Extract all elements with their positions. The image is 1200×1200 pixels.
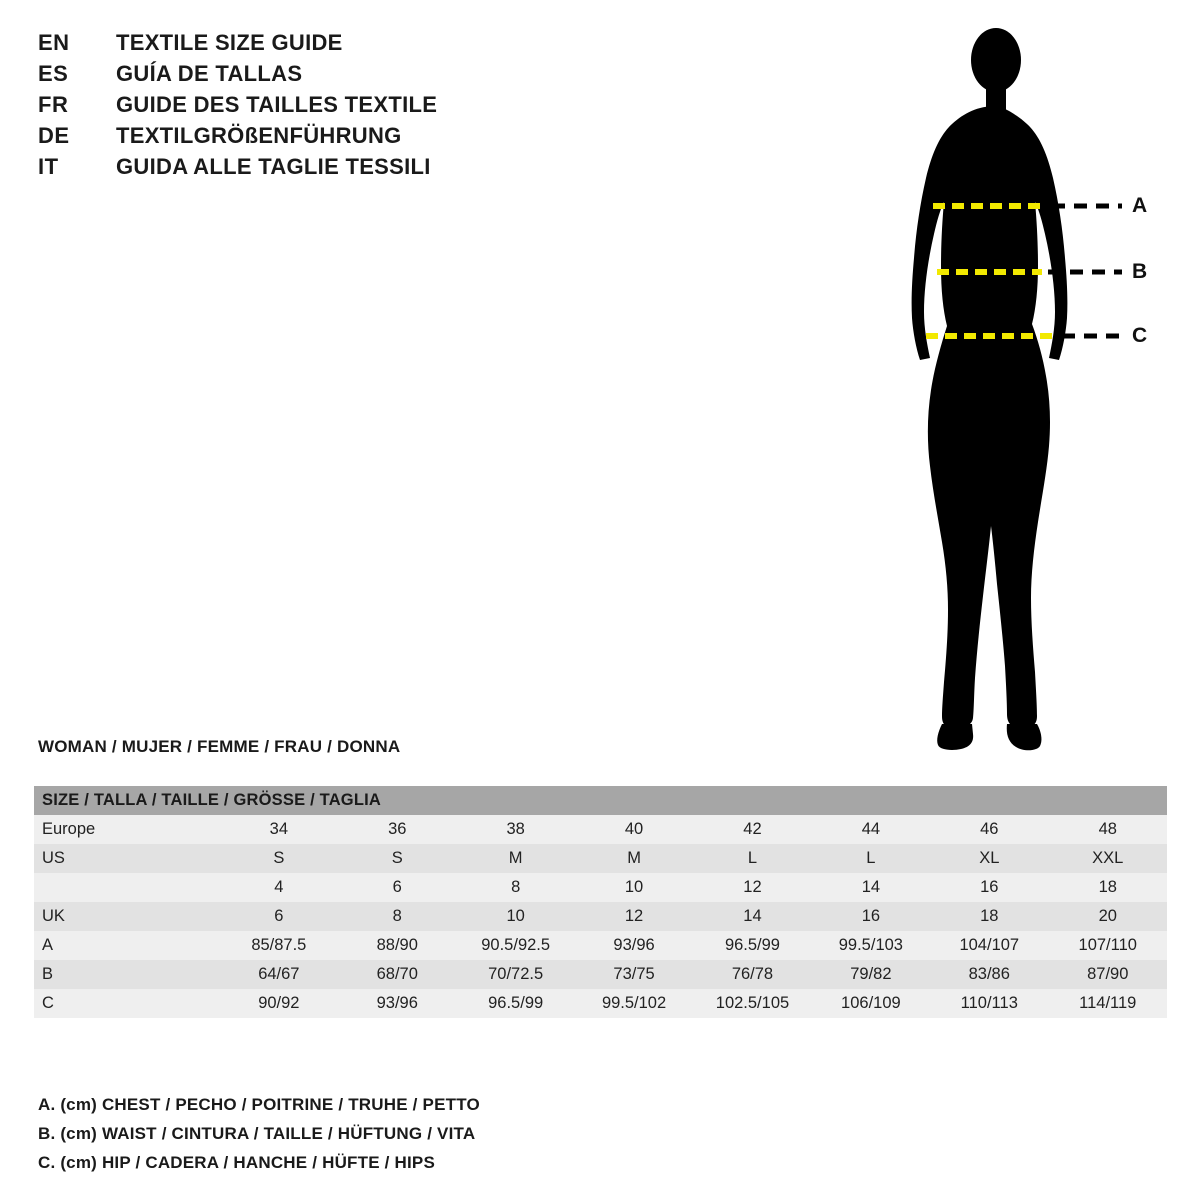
size-table-header-cell: SIZE / TALLA / TAILLE / GRÖSSE / TAGLIA (34, 786, 1167, 815)
table-cell: L (747, 849, 758, 867)
table-cell: 93/96 (613, 936, 655, 954)
legend-item-b: B. (cm) WAIST / CINTURA / TAILLE / HÜFTUNG / VITA (38, 1124, 476, 1143)
row-label: C (42, 994, 54, 1012)
size-table-head (34, 786, 1167, 815)
language-code: ES (38, 61, 69, 86)
table-cell: 99.5/102 (601, 994, 667, 1012)
table-cell: 6 (392, 878, 402, 896)
table-cell: 96.5/99 (724, 936, 780, 954)
table-row (34, 815, 1167, 844)
table-cell: 79/82 (850, 965, 892, 983)
table-header-row (34, 786, 1167, 815)
table-cell: 44 (861, 820, 881, 838)
table-row (34, 931, 1167, 960)
language-code: FR (38, 92, 69, 117)
table-cell: 8 (392, 907, 402, 925)
size-table (34, 786, 1167, 1018)
table-cell: 104/107 (959, 936, 1020, 954)
table-cell: 90.5/92.5 (481, 936, 551, 954)
language-code: EN (38, 30, 70, 55)
table-cell: 18 (1098, 878, 1117, 896)
table-cell: 90/92 (258, 994, 300, 1012)
table-row (34, 844, 1167, 873)
table-cell: 18 (980, 907, 999, 925)
row-label (34, 873, 220, 902)
table-cell: 40 (624, 820, 644, 838)
table-cell: 10 (506, 907, 525, 925)
table-cell: XL (979, 849, 1000, 867)
table-cell: 16 (861, 907, 881, 925)
measure-label-b: B (1132, 260, 1148, 283)
table-row (34, 960, 1167, 989)
title-row (38, 92, 598, 123)
measure-label-a: A (1132, 194, 1148, 217)
female-body-figure (860, 18, 1190, 758)
table-cell: 110/113 (960, 994, 1018, 1012)
table-cell: 114/119 (1079, 994, 1137, 1012)
table-cell: 99.5/103 (838, 936, 903, 954)
language-title: GUIDE DES TAILLES TEXTILE (116, 92, 438, 117)
row-label: US (42, 849, 65, 867)
row-label: A (42, 936, 54, 954)
table-cell: XXL (1092, 849, 1124, 867)
table-cell: 34 (269, 820, 289, 838)
table-cell: 14 (743, 907, 762, 925)
table-cell: 88/90 (376, 936, 418, 954)
table-cell: 46 (980, 820, 999, 838)
table-cell: 48 (1098, 820, 1117, 838)
table-cell: 16 (980, 878, 999, 896)
table-cell: 107/110 (1078, 936, 1137, 954)
row-label: Europe (42, 820, 96, 838)
table-cell: S (391, 849, 403, 867)
table-cell: L (866, 849, 876, 867)
language-title: TEXTILGRÖßENFÜHRUNG (116, 123, 402, 148)
language-title: GUÍA DE TALLAS (116, 61, 303, 86)
legend-item-c: C. (cm) HIP / CADERA / HANCHE / HÜFTE / HIPS (38, 1153, 436, 1172)
language-title-block (38, 30, 598, 185)
language-code: IT (38, 154, 59, 179)
row-label: B (42, 965, 54, 983)
table-cell: 36 (388, 820, 407, 838)
table-cell: 20 (1098, 907, 1117, 925)
table-row (34, 873, 1167, 902)
table-cell: 96.5/99 (488, 994, 544, 1012)
table-cell: 10 (624, 878, 644, 896)
table-cell: M (508, 849, 523, 867)
title-row (38, 30, 598, 61)
table-cell: 73/75 (613, 965, 655, 983)
measurement-legend (38, 1090, 738, 1177)
table-cell: 4 (274, 878, 284, 896)
size-table-body (34, 815, 1167, 1018)
table-cell: 68/70 (376, 965, 418, 983)
legend-item-a: A. (cm) CHEST / PECHO / POITRINE / TRUHE / PETTO (38, 1095, 480, 1114)
gender-section-label: WOMAN / MUJER / FEMME / FRAU / DONNA (38, 737, 401, 756)
table-cell: 83/86 (968, 965, 1010, 983)
table-cell: 70/72.5 (488, 965, 544, 983)
language-title: GUIDA ALLE TAGLIE TESSILI (116, 154, 431, 179)
language-title: TEXTILE SIZE GUIDE (116, 30, 343, 55)
language-code: DE (38, 123, 70, 148)
table-cell: 8 (511, 878, 521, 896)
silhouette-shape (912, 28, 1068, 750)
table-cell: 12 (743, 878, 762, 896)
row-label: UK (42, 907, 65, 925)
title-row (38, 123, 598, 154)
table-cell: 12 (624, 907, 644, 925)
table-row (34, 902, 1167, 931)
table-cell: 93/96 (376, 994, 418, 1012)
table-cell: 76/78 (731, 965, 774, 983)
female-silhouette-svg (860, 18, 1190, 758)
measure-label-c: C (1132, 324, 1148, 347)
table-cell: 106/109 (841, 994, 901, 1012)
table-cell: M (627, 849, 641, 867)
table-cell: 87/90 (1087, 965, 1129, 983)
title-row (38, 61, 598, 92)
table-cell: 85/87.5 (251, 936, 307, 954)
table-cell: 64/67 (258, 965, 300, 983)
title-row (38, 154, 598, 185)
table-cell: S (273, 849, 285, 867)
table-cell: 38 (506, 820, 525, 838)
table-cell: 6 (274, 907, 284, 925)
table-cell: 42 (743, 820, 762, 838)
table-cell: 14 (861, 878, 881, 896)
table-row (34, 989, 1167, 1018)
table-cell: 102.5/105 (715, 994, 790, 1012)
